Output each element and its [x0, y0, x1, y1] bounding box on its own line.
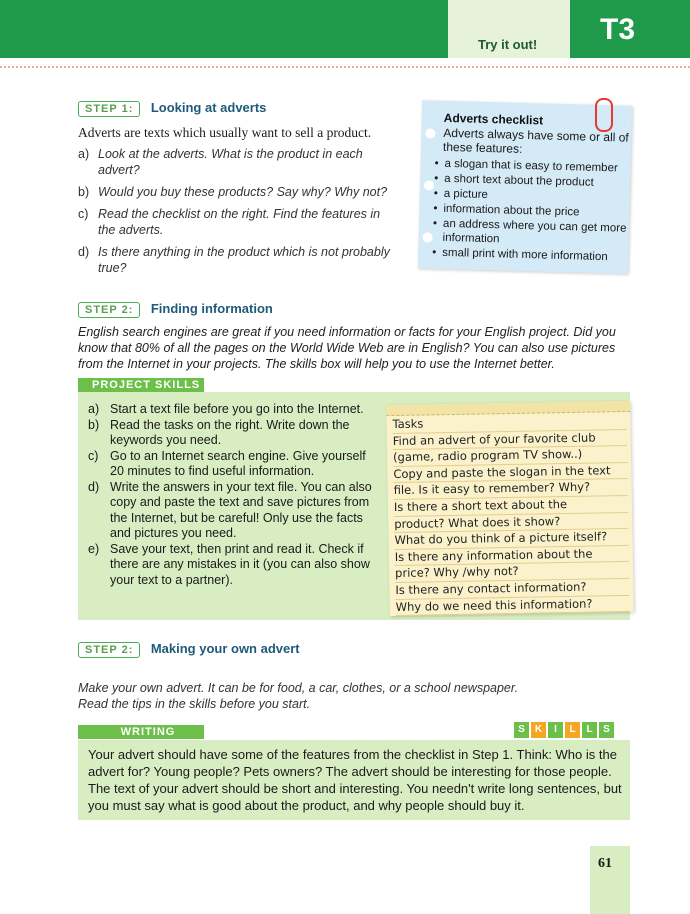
checklist-intro: Adverts always have some or all of these features: — [442, 125, 629, 156]
checklist-item: • an address where you can get more information — [432, 217, 629, 250]
skills-letter: S — [514, 722, 529, 738]
project-skill-item: a) Start a text file before you go into the Internet. — [88, 402, 364, 416]
project-skill-item: e) Save your text, then print and read it. Check if there are any mistakes in it (you can also show your text to a partner). — [88, 541, 370, 587]
tasks-line: Find an advert of your favorite club — [393, 430, 627, 451]
writing-label: WRITING — [78, 725, 204, 739]
skills-letter: I — [548, 722, 563, 738]
punch-hole — [423, 232, 433, 242]
checklist-item: • a picture — [434, 187, 630, 206]
step3-title: Making your own advert — [150, 641, 300, 656]
unit-label: T3 — [600, 13, 636, 46]
step1-question: a) Look at the adverts. What is the product in each advert? — [78, 147, 363, 177]
try-it-out-label: Try it out! — [478, 37, 538, 52]
tasks-line: file. Is it easy to remember? Why? — [394, 479, 628, 500]
step1-question: c) Read the checklist on the right. Find the features in the adverts. — [78, 207, 381, 237]
step1-title: Looking at adverts — [150, 100, 267, 115]
step1-header — [78, 99, 266, 117]
punch-hole — [424, 180, 434, 190]
tasks-line: price? Why /why not? — [395, 562, 629, 583]
step2-title: Finding information — [150, 301, 273, 316]
project-skills-label: PROJECT SKILLS — [78, 378, 204, 392]
checklist-title: Adverts checklist — [443, 110, 544, 128]
step3-badge: STEP 2: — [78, 642, 140, 658]
skills-logo — [514, 722, 614, 738]
checklist-item: • a short text about the product — [434, 172, 630, 191]
step1-badge: STEP 1: — [78, 101, 140, 117]
step1-questions — [78, 146, 398, 282]
step2-header — [78, 300, 273, 318]
step1-question: b) Would you buy these products? Say why? Why not? — [78, 185, 388, 199]
tasks-line: What do you think of a picture itself? — [394, 529, 628, 550]
step3-header — [78, 640, 300, 658]
checklist-items — [432, 157, 631, 266]
project-skills-list — [88, 402, 378, 588]
step2-badge: STEP 2: — [78, 302, 140, 318]
skills-letter: S — [599, 722, 614, 738]
tasks-line: product? What does it show? — [394, 513, 628, 534]
try-it-out-tab — [448, 0, 570, 58]
page-number-tab — [590, 846, 630, 914]
checklist-item: • a slogan that is easy to remember — [434, 157, 630, 176]
tasks-notebook — [386, 401, 634, 616]
tasks-line: Tasks — [392, 413, 626, 434]
step3-line1: Make your own advert. It can be for food, a car, clothes, or a school newspaper. — [78, 681, 519, 695]
step3-line2: Read the tips in the skills before you start. — [78, 697, 311, 711]
tasks-line: Is there a short text about the — [394, 496, 628, 517]
project-skill-item: d) Write the answers in your text file. You can also copy and paste the text and save pictures from the Internet, but be careful! Only use the facts and pictures you need. — [88, 479, 372, 540]
tasks-line: Copy and paste the slogan in the text — [393, 463, 627, 484]
tasks-line: Is there any information about the — [395, 546, 629, 567]
step1-question: d) Is there anything in the product which is not probably true? — [78, 245, 390, 275]
step2-text: English search engines are great if you need information or facts for your English project. Did you know that 80% of all the pages on the World Wide Web are in English? You can also use pictures from the Internet in your projects. The skills box will help you to use the Internet better. — [78, 325, 616, 371]
project-skill-item: c) Go to an Internet search engine. Give yourself 20 minutes to find useful information. — [88, 448, 366, 478]
paperclip-icon — [595, 98, 613, 132]
skills-letter: K — [531, 722, 546, 738]
skills-letter: L — [582, 722, 597, 738]
checklist-item: • information about the price — [433, 202, 629, 221]
tasks-line: (game, radio program TV show..) — [393, 446, 627, 467]
checklist-item: • small print with more information — [432, 246, 628, 265]
unit-tab — [570, 0, 690, 58]
tasks-lines — [392, 413, 629, 616]
tasks-line: Is there any contact information? — [395, 579, 629, 600]
writing-text: Your advert should have some of the features from the checklist in Step 1. Think: Who is the advert for? Young people? Pets owners? The advert should be interesting for those people. The text of your advert should be short and interesting. You needn't write long sentences, but you must say what is good about the product, and why people should buy it. — [88, 747, 622, 813]
punch-hole — [425, 128, 435, 138]
step1-intro: Adverts are texts which usually want to sell a product. — [78, 125, 372, 140]
skills-letter: L — [565, 722, 580, 738]
tasks-line: Why do we need this information? — [396, 595, 630, 616]
dotted-divider — [0, 66, 690, 68]
project-skill-item: b) Read the tasks on the right. Write down the keywords you need. — [88, 417, 350, 447]
writing-box — [78, 740, 630, 820]
page-number: 61 — [598, 856, 612, 871]
